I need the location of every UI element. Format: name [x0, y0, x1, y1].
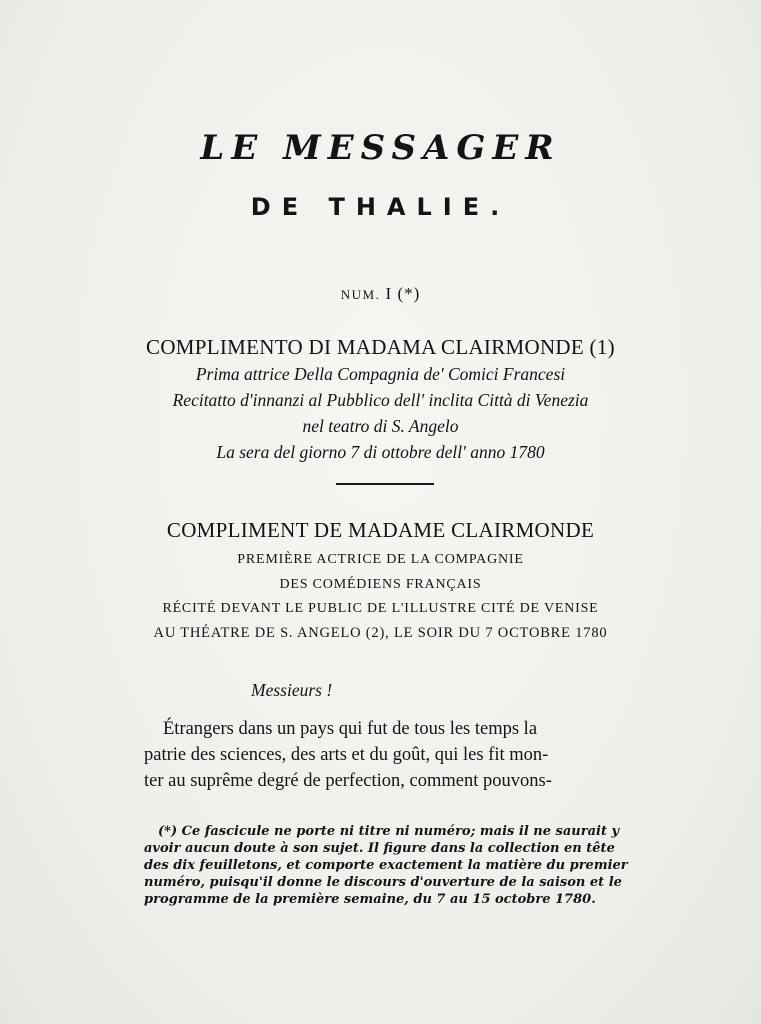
- french-line: PREMIÈRE ACTRICE DE LA COMPAGNIE: [237, 552, 524, 567]
- page-subtitle: DE THALIE.: [250, 193, 511, 221]
- italian-line: nel teatro di S. Angelo: [302, 416, 459, 436]
- footnote-line: numéro, puisqu'il donne le discours d'ouverture de la saison et le: [144, 875, 622, 890]
- footnote-line: avoir aucun doute à son sujet. Il figure dans la collection en tête: [144, 841, 615, 856]
- italian-line: Recitatto d'innanzi al Pubblico dell' inclita Città di Venezia: [172, 390, 589, 410]
- section-divider: [336, 483, 434, 485]
- page-title: LE MESSAGER: [200, 128, 561, 168]
- french-line: DES COMÉDIENS FRANÇAIS: [279, 577, 482, 592]
- body-paragraph: [144, 716, 620, 794]
- italian-line: La sera del giorno 7 di ottobre dell' anno 1780: [216, 442, 545, 462]
- french-line: RÉCITÉ DEVANT LE PUBLIC DE L'ILLUSTRE CITÉ DE VENISE: [162, 601, 599, 616]
- issue-number-value: I (*): [385, 284, 421, 303]
- italian-line: Prima attrice Della Compagnia de' Comici Francesi: [195, 364, 566, 384]
- issue-number: [0, 284, 761, 304]
- footnote-line: des dix feuilletons, et comporte exactement la matière du premier: [144, 858, 628, 873]
- footnote: [144, 823, 628, 908]
- footnote-line: programme de la première semaine, du 7 au 15 octobre 1780.: [144, 892, 596, 907]
- body-line: patrie des sciences, des arts et du goût, qui les fit mon-: [144, 745, 549, 765]
- salutation: Messieurs !: [251, 680, 333, 700]
- italian-title: COMPLIMENTO DI MADAMA CLAIRMONDE (1): [146, 335, 615, 359]
- body-line: Étrangers dans un pays qui fut de tous les temps la: [163, 719, 538, 739]
- issue-number-label: NUM.: [340, 287, 381, 302]
- footnote-line: (*) Ce fascicule ne porte ni titre ni numéro; mais il ne saurait y: [158, 824, 620, 839]
- french-title: COMPLIMENT DE MADAME CLAIRMONDE: [166, 518, 595, 542]
- french-line: AU THÉATRE DE S. ANGELO (2), LE SOIR DU 7 OCTOBRE 1780: [153, 625, 608, 641]
- body-line: ter au suprême degré de perfection, comment pouvons-: [144, 771, 552, 791]
